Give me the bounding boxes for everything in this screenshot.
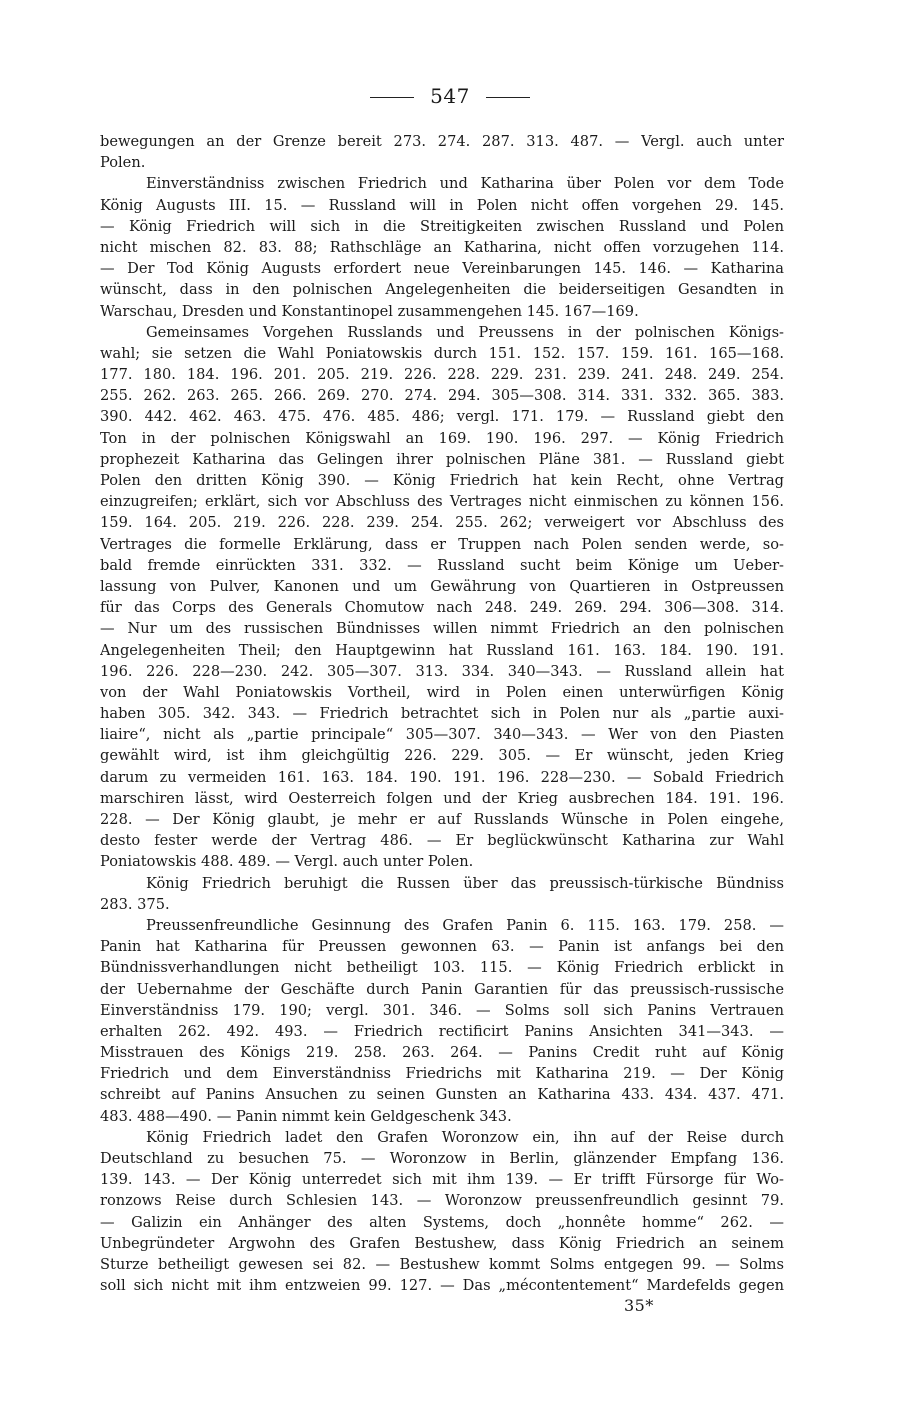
text-line: — Nur um des russischen Bündnisses willen nimmt Friedrich an den polnischen xyxy=(100,620,784,638)
index-text-block xyxy=(100,131,784,1296)
text-line: haben 305. 342. 343. — Friedrich betrachtet sich in Polen nur als „partie auxi- xyxy=(100,705,784,723)
text-line: 483. 488—490. — Panin nimmt kein Geldgeschenk 343. xyxy=(100,1107,512,1125)
text-line: für das Corps des Generals Chomutow nach 248. 249. 269. 294. 306—308. 314. xyxy=(100,599,784,617)
page-number: 547 xyxy=(430,84,470,108)
text-line: Friedrich und dem Einverständniss Friedrichs mit Katharina 219. — Der König xyxy=(100,1065,784,1083)
printer-signature: 35* xyxy=(624,1296,654,1315)
text-line: gewählt wird, ist ihm gleichgültig 226. 229. 305. — Er wünscht, jeden Krieg xyxy=(100,747,784,765)
text-line: König Friedrich beruhigt die Russen über das preussisch-türkische Bündniss xyxy=(146,874,784,892)
text-line: Angelegenheiten Theil; den Hauptgewinn hat Russland 161. 163. 184. 190. 191. xyxy=(100,641,784,659)
text-line: 177. 180. 184. 196. 201. 205. 219. 226. 228. 229. 231. 239. 241. 248. 249. 254. xyxy=(100,366,784,384)
text-line: soll sich nicht mit ihm entzweien 99. 127. — Das „mécontentement“ Mardefelds gegen xyxy=(100,1277,784,1295)
page-header xyxy=(0,84,900,108)
text-line: wahl; sie setzen die Wahl Poniatowskis durch 151. 152. 157. 159. 161. 165—168. xyxy=(100,344,784,362)
text-line: 139. 143. — Der König unterredet sich mit ihm 139. — Er trifft Fürsorge für Wo- xyxy=(100,1171,784,1189)
text-line: liaire“, nicht als „partie principale“ 305—307. 340—343. — Wer von den Piasten xyxy=(100,726,784,744)
text-line: schreibt auf Panins Ansuchen zu seinen Gunsten an Katharina 433. 434. 437. 471. xyxy=(100,1086,784,1104)
text-line: Misstrauen des Königs 219. 258. 263. 264. — Panins Credit ruht auf König xyxy=(100,1044,784,1062)
text-line: bewegungen an der Grenze bereit 273. 274. 287. 313. 487. — Vergl. auch unter xyxy=(100,133,784,150)
text-line: prophezeit Katharina das Gelingen ihrer polnischen Pläne 381. — Russland giebt xyxy=(100,450,784,468)
text-line: wünscht, dass in den polnischen Angelegenheiten die beiderseitigen Gesandten in xyxy=(100,281,784,299)
text-line: Warschau, Dresden und Konstantinopel zusammengehen 145. 167—169. xyxy=(100,302,639,320)
text-line: Poniatowskis 488. 489. — Vergl. auch unter Polen. xyxy=(100,853,474,871)
text-line: Ton in der polnischen Königswahl an 169. 190. 196. 297. — König Friedrich xyxy=(100,429,784,447)
text-line: Deutschland zu besuchen 75. — Woronzow in Berlin, glänzender Empfang 136. xyxy=(100,1150,784,1167)
text-line: Unbegründeter Argwohn des Grafen Bestushew, dass König Friedrich an seinem xyxy=(100,1234,784,1252)
text-line: Polen. xyxy=(100,154,146,172)
text-line: — Galizin ein Anhänger des alten Systems, doch „honnête homme“ 262. — xyxy=(100,1213,784,1231)
text-line: ronzows Reise durch Schlesien 143. — Woronzow preussenfreundlich gesinnt 79. xyxy=(100,1192,784,1210)
text-line: Einverständniss 179. 190; vergl. 301. 346. — Solms soll sich Panins Vertrauen xyxy=(100,1001,784,1019)
text-line: Polen den dritten König 390. — König Friedrich hat kein Recht, ohne Vertrag xyxy=(100,472,784,489)
text-line: Einverständniss zwischen Friedrich und Katharina über Polen vor dem Tode xyxy=(146,175,784,193)
text-line: Panin hat Katharina für Preussen gewonnen 63. — Panin ist anfangs bei den xyxy=(100,938,784,956)
text-line: — König Friedrich will sich in die Streitigkeiten zwischen Russland und Polen xyxy=(100,217,784,235)
text-line: Bündnissverhandlungen nicht betheiligt 103. 115. — König Friedrich erblickt in xyxy=(100,959,784,977)
text-line: von der Wahl Poniatowskis Vortheil, wird in Polen einen unterwürfigen König xyxy=(100,683,784,701)
text-line: Sturze betheiligt gewesen sei 82. — Bestushew kommt Solms entgegen 99. — Solms xyxy=(100,1255,784,1273)
text-line: lassung von Pulver, Kanonen und um Gewährung von Quartieren in Ostpreussen xyxy=(100,577,784,595)
header-rule-left xyxy=(370,97,414,98)
text-line: 283. 375. xyxy=(100,895,170,913)
text-line: 390. 442. 462. 463. 475. 476. 485. 486; vergl. 171. 179. — Russland giebt den xyxy=(100,408,784,426)
text-line: einzugreifen; erklärt, sich vor Abschluss des Vertrages nicht einmischen zu können 156. xyxy=(100,493,784,511)
text-line: erhalten 262. 492. 493. — Friedrich rectificirt Panins Ansichten 341—343. — xyxy=(100,1022,784,1040)
text-line: König Friedrich ladet den Grafen Woronzow ein, ihn auf der Reise durch xyxy=(146,1128,784,1146)
text-line: König Augusts III. 15. — Russland will in Polen nicht offen vorgehen 29. 145. xyxy=(100,196,784,214)
text-line: der Uebernahme der Geschäfte durch Panin Garantien für das preussisch-russische xyxy=(100,980,784,998)
text-line: 228. — Der König glaubt, je mehr er auf Russlands Wünsche in Polen eingehe, xyxy=(100,811,784,828)
text-line: Vertrages die formelle Erklärung, dass er Truppen nach Polen senden werde, so- xyxy=(100,535,784,553)
text-line: Preussenfreundliche Gesinnung des Grafen Panin 6. 115. 163. 179. 258. — xyxy=(146,916,784,934)
text-line: darum zu vermeiden 161. 163. 184. 190. 191. 196. 228—230. — Sobald Friedrich xyxy=(100,768,784,786)
text-line: bald fremde einrückten 331. 332. — Russland sucht beim Könige um Ueber- xyxy=(100,556,784,574)
text-line: 159. 164. 205. 219. 226. 228. 239. 254. 255. 262; verweigert vor Abschluss des xyxy=(100,514,784,532)
text-line: marschiren lässt, wird Oesterreich folgen und der Krieg ausbrechen 184. 191. 196. xyxy=(100,789,784,807)
header-rule-right xyxy=(486,97,530,98)
text-line: desto fester werde der Vertrag 486. — Er beglückwünscht Katharina zur Wahl xyxy=(100,832,784,850)
text-line: nicht mischen 82. 83. 88; Rathschläge an Katharina, nicht offen vorzugehen 114. xyxy=(100,238,784,256)
text-line: 196. 226. 228—230. 242. 305—307. 313. 334. 340—343. — Russland allein hat xyxy=(100,662,784,680)
text-line: 255. 262. 263. 265. 266. 269. 270. 274. 294. 305—308. 314. 331. 332. 365. 383. xyxy=(100,387,784,405)
text-line: — Der Tod König Augusts erfordert neue Vereinbarungen 145. 146. — Katharina xyxy=(100,260,784,278)
text-line: Gemeinsames Vorgehen Russlands und Preussens in der polnischen Königs- xyxy=(146,323,784,341)
